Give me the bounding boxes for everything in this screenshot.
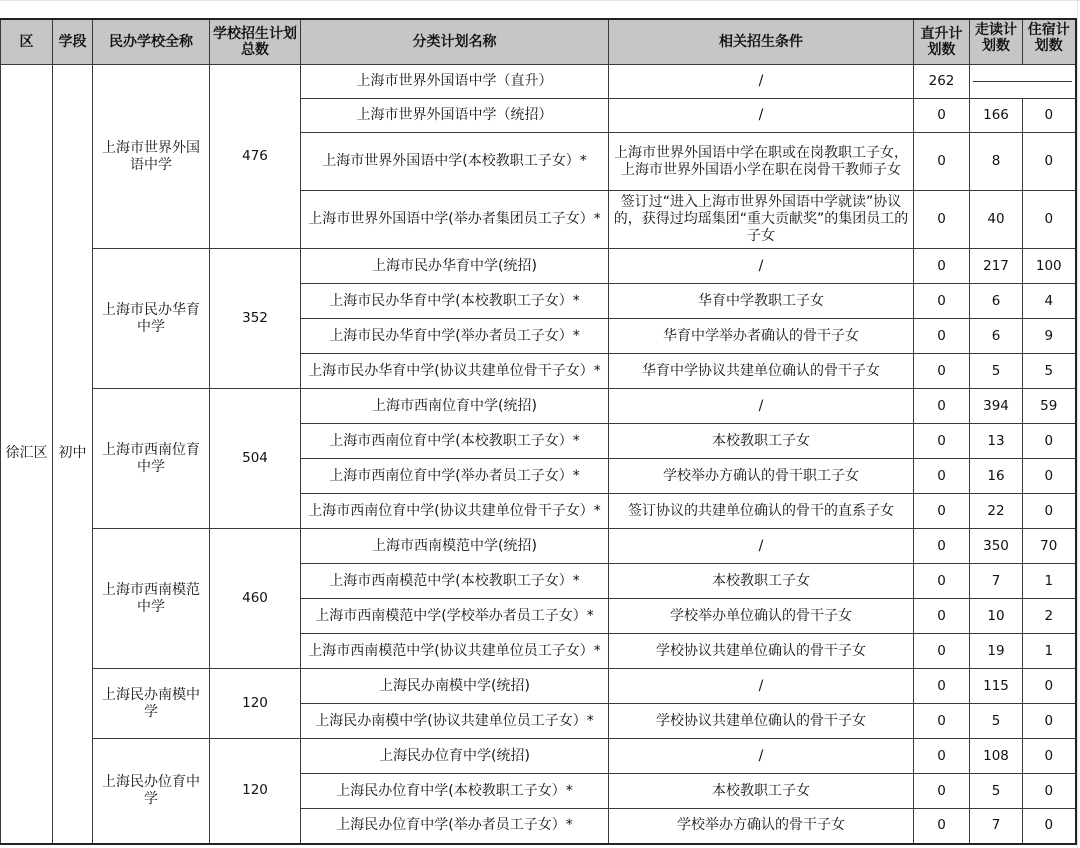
plan-name-cell[interactable]: 上海市民办华育中学(举办者员工子女）* [301,319,609,354]
day-plan-cell[interactable]: 5 [970,774,1023,809]
plan-name-cell[interactable]: 上海市西南位育中学(本校教职工子女）* [301,424,609,459]
condition-cell[interactable]: / [609,249,914,284]
direct-plan-cell[interactable]: 0 [914,739,970,774]
school-name-cell[interactable]: 上海民办南模中学 [93,669,210,739]
plan-name-cell[interactable]: 上海市西南位育中学(协议共建单位骨干子女）* [301,494,609,529]
plan-name-cell[interactable]: 上海市世界外国语中学(本校教职工子女）* [301,133,609,191]
enrollment-table [0,18,1077,845]
condition-cell[interactable]: / [609,739,914,774]
plan-name-cell[interactable]: 上海市西南位育中学(统招) [301,389,609,424]
boarding-plan-cell[interactable]: 0 [1023,99,1076,133]
boarding-plan-cell[interactable]: 0 [1023,669,1076,704]
table-row [1,669,1076,704]
direct-plan-cell[interactable]: 0 [914,774,970,809]
day-plan-cell[interactable]: 350 [970,529,1023,564]
direct-plan-cell[interactable]: 0 [914,809,970,844]
header-row [1,19,1076,65]
condition-cell[interactable]: 本校教职工子女 [609,424,914,459]
day-plan-cell[interactable]: 22 [970,494,1023,529]
header-plan-name[interactable]: 分类计划名称 [301,19,609,65]
direct-plan-cell[interactable]: 0 [914,599,970,634]
condition-cell[interactable]: 学校举办方确认的骨干子女 [609,809,914,844]
day-plan-cell[interactable]: 8 [970,133,1023,191]
day-plan-cell[interactable]: 108 [970,739,1023,774]
direct-plan-cell[interactable]: 0 [914,319,970,354]
condition-cell[interactable]: 学校协议共建单位确认的骨干子女 [609,704,914,739]
day-plan-cell[interactable]: 7 [970,564,1023,599]
plan-name-cell[interactable]: 上海市世界外国语中学（统招） [301,99,609,133]
condition-cell[interactable]: 签订协议的共建单位确认的骨干的直系子女 [609,494,914,529]
condition-cell[interactable]: 华育中学举办者确认的骨干子女 [609,319,914,354]
table-row [1,249,1076,284]
school-name-cell[interactable]: 上海民办位育中学 [93,739,210,844]
condition-cell[interactable]: 学校协议共建单位确认的骨干子女 [609,634,914,669]
condition-cell[interactable]: 学校举办方确认的骨干职工子女 [609,459,914,494]
boarding-plan-cell[interactable]: 1 [1023,634,1076,669]
condition-cell[interactable]: / [609,669,914,704]
condition-cell[interactable]: 签订过“进入上海市世界外国语中学就读”协议的，获得过均瑶集团“重大贡献奖”的集团员工的子女 [609,191,914,249]
direct-plan-cell[interactable]: 0 [914,459,970,494]
day-plan-cell[interactable]: 6 [970,284,1023,319]
day-plan-cell[interactable]: 166 [970,99,1023,133]
plan-name-cell[interactable]: 上海民办位育中学(举办者员工子女）* [301,809,609,844]
boarding-plan-cell[interactable]: 1 [1023,564,1076,599]
condition-cell[interactable]: 本校教职工子女 [609,774,914,809]
direct-plan-cell[interactable]: 0 [914,564,970,599]
district-cell[interactable]: 徐汇区 [1,65,53,844]
boarding-plan-cell[interactable]: 0 [1023,424,1076,459]
plan-name-cell[interactable]: 上海市世界外国语中学(举办者集团员工子女）* [301,191,609,249]
plan-name-cell[interactable]: 上海市西南模范中学(统招) [301,529,609,564]
condition-cell[interactable]: / [609,99,914,133]
condition-cell[interactable]: 本校教职工子女 [609,564,914,599]
day-boarding-merged-cell[interactable] [970,65,1076,99]
table-row [1,739,1076,774]
boarding-plan-cell[interactable]: 59 [1023,389,1076,424]
condition-cell[interactable]: 学校举办单位确认的骨干子女 [609,599,914,634]
total-plan-cell[interactable]: 476 [210,65,301,249]
day-plan-cell[interactable]: 13 [970,424,1023,459]
school-name-cell[interactable]: 上海市世界外国语中学 [93,65,210,249]
direct-plan-cell[interactable]: 0 [914,354,970,389]
condition-cell[interactable]: 华育中学协议共建单位确认的骨干子女 [609,354,914,389]
boarding-plan-cell[interactable]: 2 [1023,599,1076,634]
boarding-plan-cell[interactable]: 0 [1023,459,1076,494]
plan-name-cell[interactable]: 上海市西南模范中学(协议共建单位员工子女）* [301,634,609,669]
condition-cell[interactable]: / [609,529,914,564]
direct-plan-cell[interactable]: 0 [914,704,970,739]
day-plan-cell[interactable]: 16 [970,459,1023,494]
boarding-plan-cell[interactable]: 0 [1023,774,1076,809]
direct-plan-cell[interactable]: 0 [914,284,970,319]
direct-plan-cell[interactable]: 0 [914,529,970,564]
plan-name-cell[interactable]: 上海民办位育中学(统招) [301,739,609,774]
table-row [1,529,1076,564]
condition-cell[interactable]: / [609,389,914,424]
table-row [1,65,1076,99]
direct-plan-cell[interactable]: 0 [914,99,970,133]
direct-plan-cell[interactable]: 0 [914,669,970,704]
gridline [0,0,1080,1]
direct-plan-cell[interactable]: 0 [914,249,970,284]
plan-name-cell[interactable]: 上海市民办华育中学(统招) [301,249,609,284]
school-name-cell[interactable]: 上海市西南模范中学 [93,529,210,669]
plan-name-cell[interactable]: 上海民办南模中学(协议共建单位员工子女）* [301,704,609,739]
plan-name-cell[interactable]: 上海市民办华育中学(协议共建单位骨干子女）* [301,354,609,389]
header-stage[interactable]: 学段 [53,19,93,65]
direct-plan-cell[interactable]: 0 [914,191,970,249]
header-school-name[interactable]: 民办学校全称 [93,19,210,65]
day-plan-cell[interactable]: 394 [970,389,1023,424]
direct-plan-cell[interactable]: 0 [914,494,970,529]
total-plan-cell[interactable]: 120 [210,739,301,844]
boarding-plan-cell[interactable]: 0 [1023,704,1076,739]
header-day-plan[interactable]: 走读计划数 [970,19,1023,65]
day-plan-cell[interactable]: 19 [970,634,1023,669]
boarding-plan-cell[interactable]: 0 [1023,191,1076,249]
boarding-plan-cell[interactable]: 0 [1023,809,1076,844]
boarding-plan-cell[interactable]: 5 [1023,354,1076,389]
day-plan-cell[interactable]: 10 [970,599,1023,634]
condition-cell[interactable]: / [609,65,914,99]
direct-plan-cell[interactable]: 0 [914,424,970,459]
day-plan-cell[interactable]: 5 [970,354,1023,389]
school-name-cell[interactable]: 上海市民办华育中学 [93,249,210,389]
boarding-plan-cell[interactable]: 70 [1023,529,1076,564]
direct-plan-cell[interactable]: 0 [914,133,970,191]
plan-name-cell[interactable]: 上海民办位育中学(本校教职工子女）* [301,774,609,809]
plan-name-cell[interactable]: 上海民办南模中学(统招) [301,669,609,704]
condition-cell[interactable]: 上海市世界外国语中学在职或在岗教职工子女，上海市世界外国语小学在职在岗骨干教师子女 [609,133,914,191]
header-total-plan[interactable]: 学校招生计划总数 [210,19,301,65]
total-plan-cell[interactable]: 460 [210,529,301,669]
merged-cell-lower [973,82,1072,98]
boarding-plan-cell[interactable]: 100 [1023,249,1076,284]
direct-plan-cell[interactable]: 0 [914,634,970,669]
merged-cell-upper [973,65,1072,82]
direct-plan-cell[interactable]: 0 [914,389,970,424]
boarding-plan-cell[interactable]: 4 [1023,284,1076,319]
stage-cell[interactable]: 初中 [53,65,93,844]
day-plan-cell[interactable]: 40 [970,191,1023,249]
plan-name-cell[interactable]: 上海市西南位育中学(举办者员工子女）* [301,459,609,494]
day-plan-cell[interactable]: 6 [970,319,1023,354]
plan-name-cell[interactable]: 上海市民办华育中学(本校教职工子女）* [301,284,609,319]
header-boarding-plan[interactable]: 住宿计划数 [1023,19,1076,65]
boarding-plan-cell[interactable]: 0 [1023,739,1076,774]
boarding-plan-cell[interactable]: 0 [1023,133,1076,191]
plan-name-cell[interactable]: 上海市西南模范中学(本校教职工子女）* [301,564,609,599]
boarding-plan-cell[interactable]: 9 [1023,319,1076,354]
day-plan-cell[interactable]: 115 [970,669,1023,704]
table-row [1,389,1076,424]
total-plan-cell[interactable]: 352 [210,249,301,389]
header-district[interactable]: 区 [1,19,53,65]
day-plan-cell[interactable]: 5 [970,704,1023,739]
header-conditions[interactable]: 相关招生条件 [609,19,914,65]
plan-name-cell[interactable]: 上海市世界外国语中学（直升） [301,65,609,99]
gridline [1077,0,1078,848]
school-name-cell[interactable]: 上海市西南位育中学 [93,389,210,529]
total-plan-cell[interactable]: 504 [210,389,301,529]
boarding-plan-cell[interactable]: 0 [1023,494,1076,529]
day-plan-cell[interactable]: 7 [970,809,1023,844]
plan-name-cell[interactable]: 上海市西南模范中学(学校举办者员工子女）* [301,599,609,634]
total-plan-cell[interactable]: 120 [210,669,301,739]
condition-cell[interactable]: 华育中学教职工子女 [609,284,914,319]
direct-plan-cell[interactable]: 262 [914,65,970,99]
day-plan-cell[interactable]: 217 [970,249,1023,284]
header-direct-plan[interactable]: 直升计划数 [914,19,970,65]
